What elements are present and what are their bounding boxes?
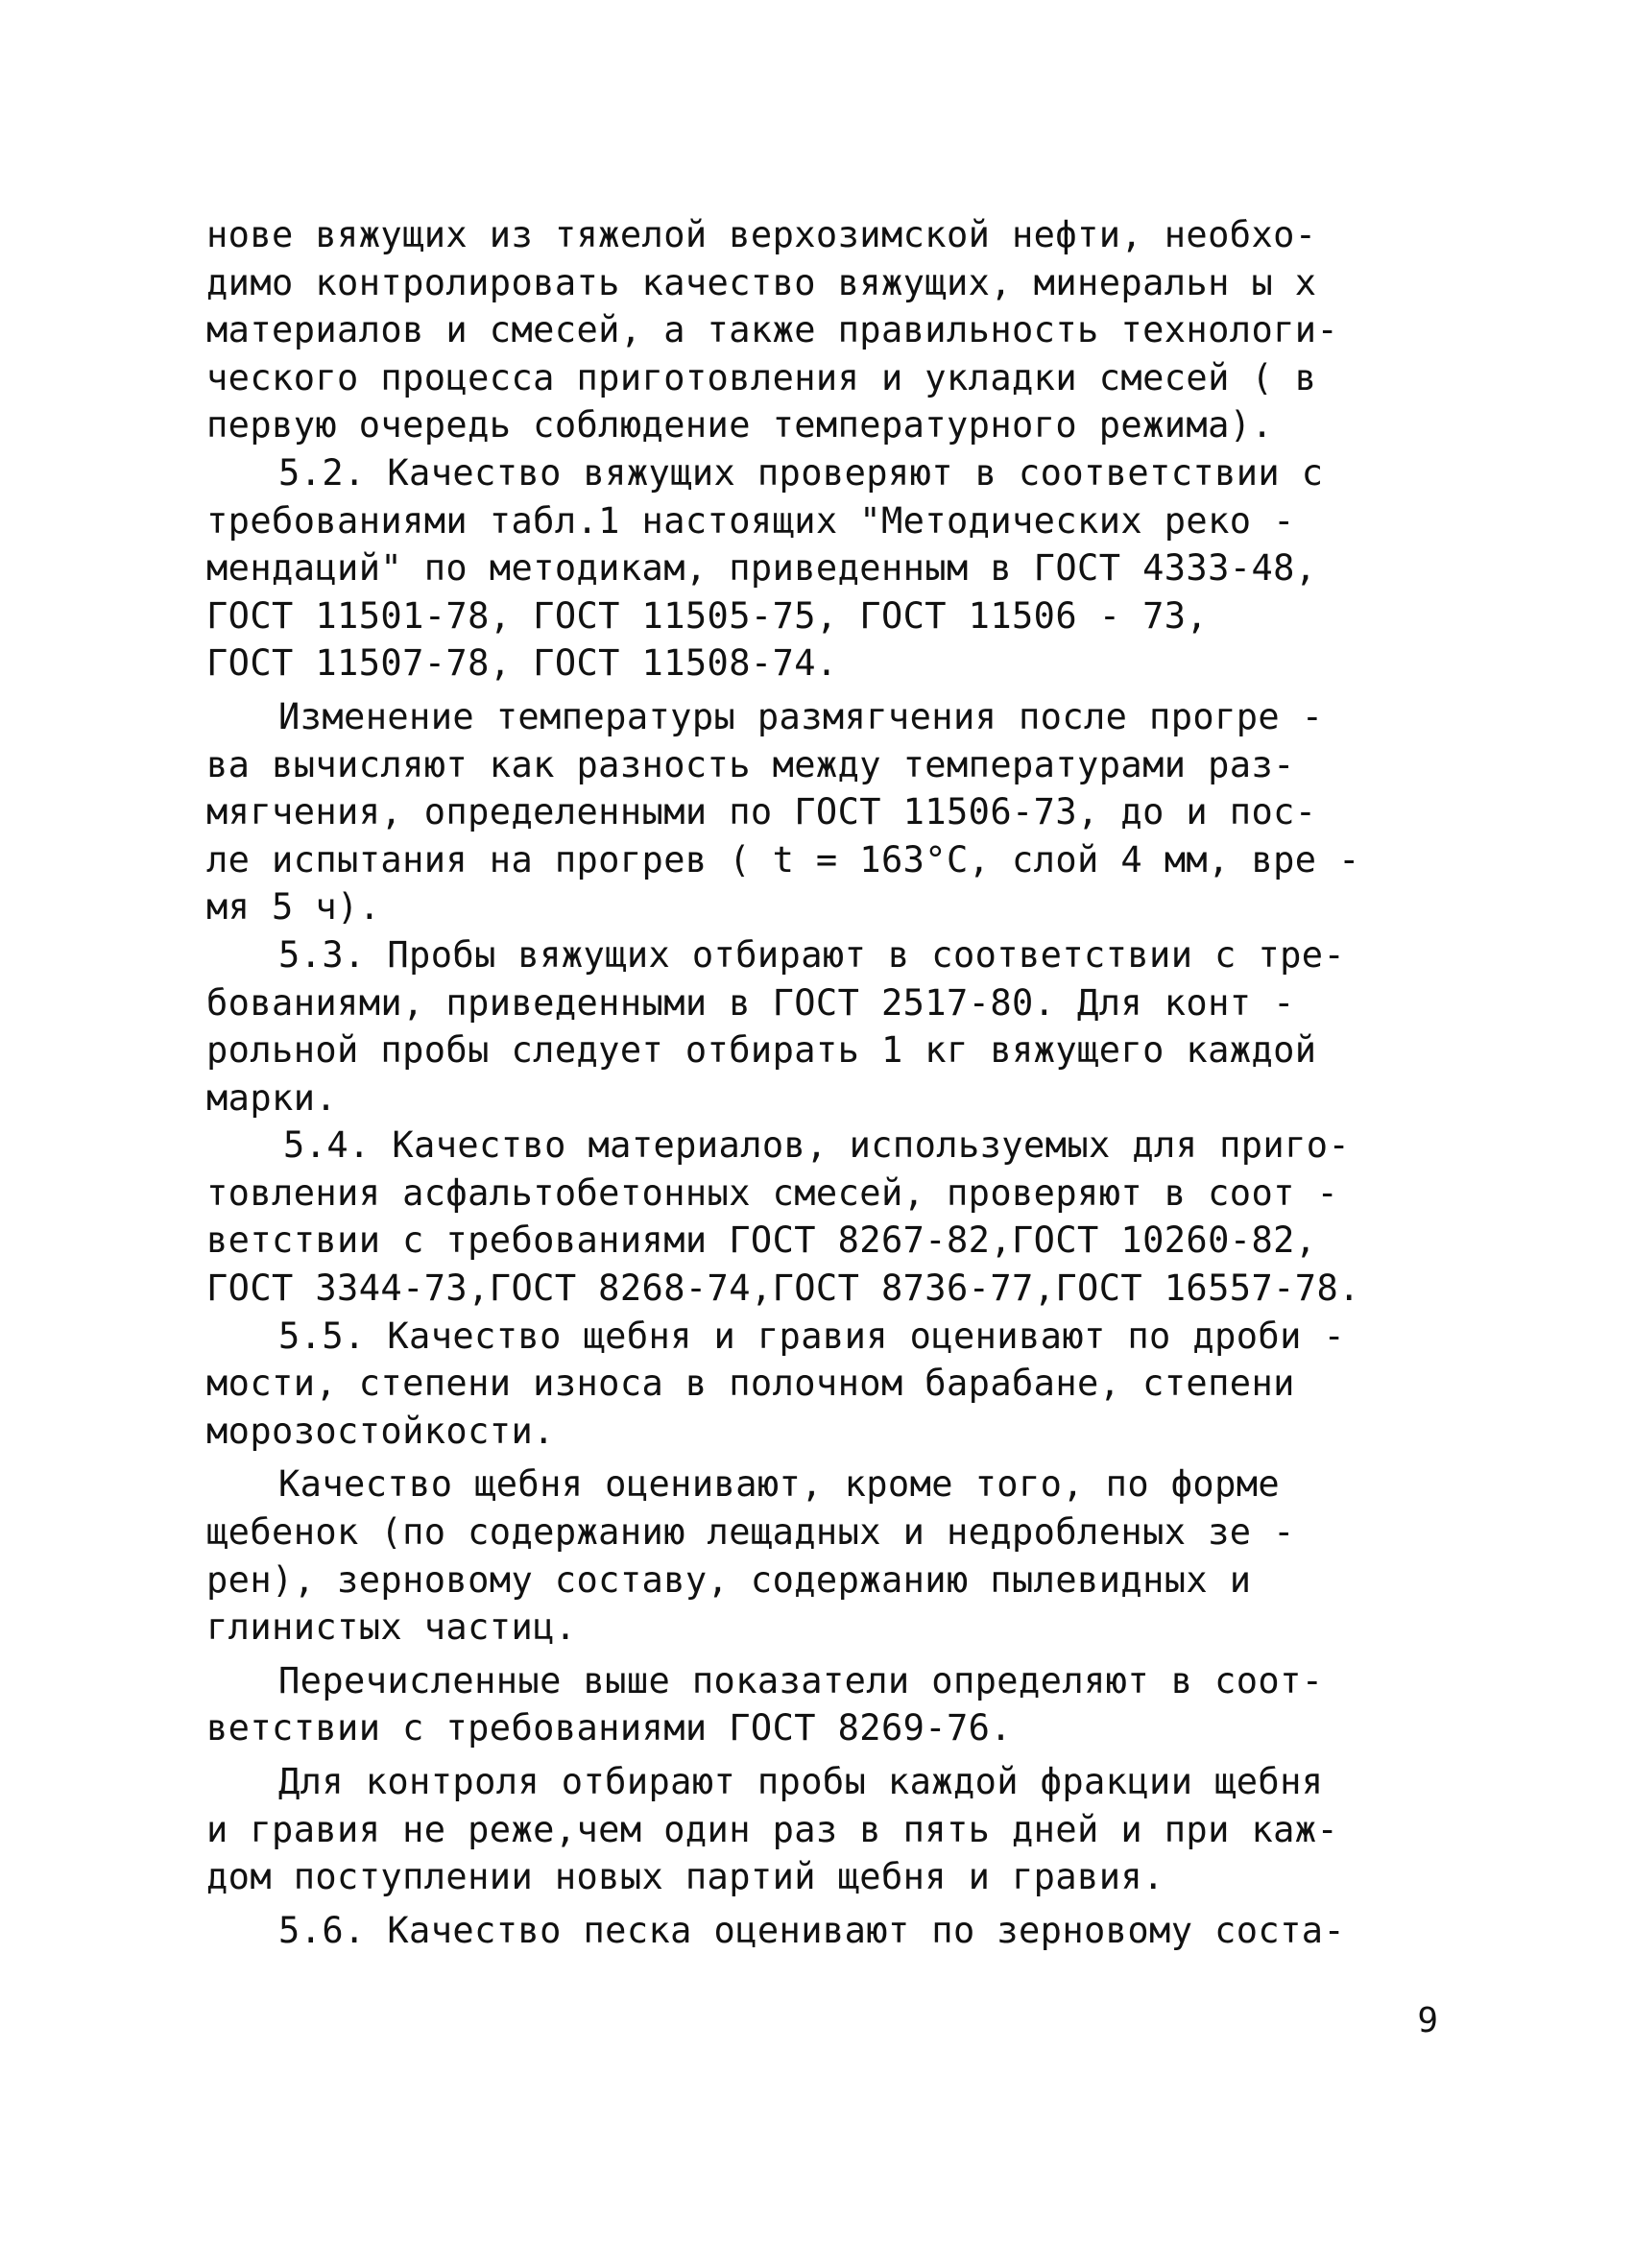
text-line: ГОСТ 3344-73,ГОСТ 8268-74,ГОСТ 8736-77,ГОСТ 16557-78. [206, 1267, 1360, 1310]
text-line: рен), зерновому составу, содержанию пылевидных и [206, 1558, 1252, 1601]
section-5-5-start: 5.5. Качество щебня и гравия оценивают по дроби - [278, 1315, 1346, 1357]
temperature-paragraph-start: Изменение температуры размягчения после прогре - [278, 695, 1324, 737]
text-line: ле испытания на прогрев ( t = 163°С, слой 4 мм, вре - [206, 838, 1360, 881]
document-text [206, 211, 1445, 1954]
text-line: и гравия не реже,чем один раз в пять дней и при каж- [206, 1808, 1339, 1850]
text-line: марки. [206, 1076, 338, 1119]
text-line: мендаций" по методикам, приведенным в ГОСТ 4333-48, [206, 547, 1317, 590]
page-number: 9 [1417, 2001, 1438, 2040]
text-line: ГОСТ 11501-78, ГОСТ 11505-75, ГОСТ 11506 - 73, [206, 594, 1209, 637]
text-line: ва вычисляют как разность между температурами раз- [206, 743, 1295, 785]
text-line: мягчения, определенными по ГОСТ 11506-73, до и пос- [206, 791, 1317, 833]
text-line: мости, степени износа в полочном барабане, степени [206, 1363, 1295, 1405]
text-line: дом поступлении новых партий щебня и гравия. [206, 1856, 1165, 1898]
text-line: ветствии с требованиями ГОСТ 8267-82,ГОСТ 10260-82, [206, 1219, 1317, 1262]
control-paragraph-start: Для контроля отбирают пробы каждой фракции щебня [278, 1761, 1324, 1802]
text-line: первую очередь соблюдение температурного режима). [206, 404, 1274, 446]
section-5-2-start: 5.2. Качество вяжущих проверяют в соответствии с [278, 451, 1324, 494]
text-line: бованиями, приведенными в ГОСТ 2517-80. Для конт - [206, 981, 1295, 1024]
text-line: щебенок (по содержанию лещадных и недробленых зе - [206, 1511, 1295, 1554]
text-line: ветствии с требованиями ГОСТ 8269-76. [206, 1707, 1013, 1749]
crushed-stone-paragraph-start: Качество щебня оценивают, кроме того, по форме [278, 1463, 1281, 1506]
text-line: требованиями табл.1 настоящих "Методических реко - [206, 499, 1295, 542]
indicators-paragraph-start: Перечисленные выше показатели определяют в соот- [278, 1659, 1324, 1701]
section-5-4-start: 5.4. Качество материалов, используемых для приго- [283, 1124, 1351, 1167]
text-line: нове вяжущих из тяжелой верхозимской нефти, необхо- [206, 214, 1317, 255]
section-5-6-start: 5.6. Качество песка оценивают по зерновому соста- [278, 1909, 1346, 1951]
text-line: димо контролировать качество вяжущих, минеральн ы х [206, 261, 1317, 303]
text-line: морозостойкости. [206, 1410, 555, 1452]
text-line: материалов и смесей, а также правильность технологи- [206, 309, 1339, 351]
text-line: товления асфальтобетонных смесей, проверяют в соот - [206, 1171, 1339, 1214]
text-line: мя 5 ч). [206, 886, 381, 929]
section-5-3-start: 5.3. Пробы вяжущих отбирают в соответствии с тре- [278, 933, 1346, 976]
text-line: ческого процесса приготовления и укладки смесей ( в [206, 356, 1317, 398]
text-line: ГОСТ 11507-78, ГОСТ 11508-74. [206, 642, 838, 685]
text-line: рольной пробы следует отбирать 1 кг вяжущего каждой [206, 1029, 1317, 1072]
text-line: глинистых частиц. [206, 1606, 577, 1649]
